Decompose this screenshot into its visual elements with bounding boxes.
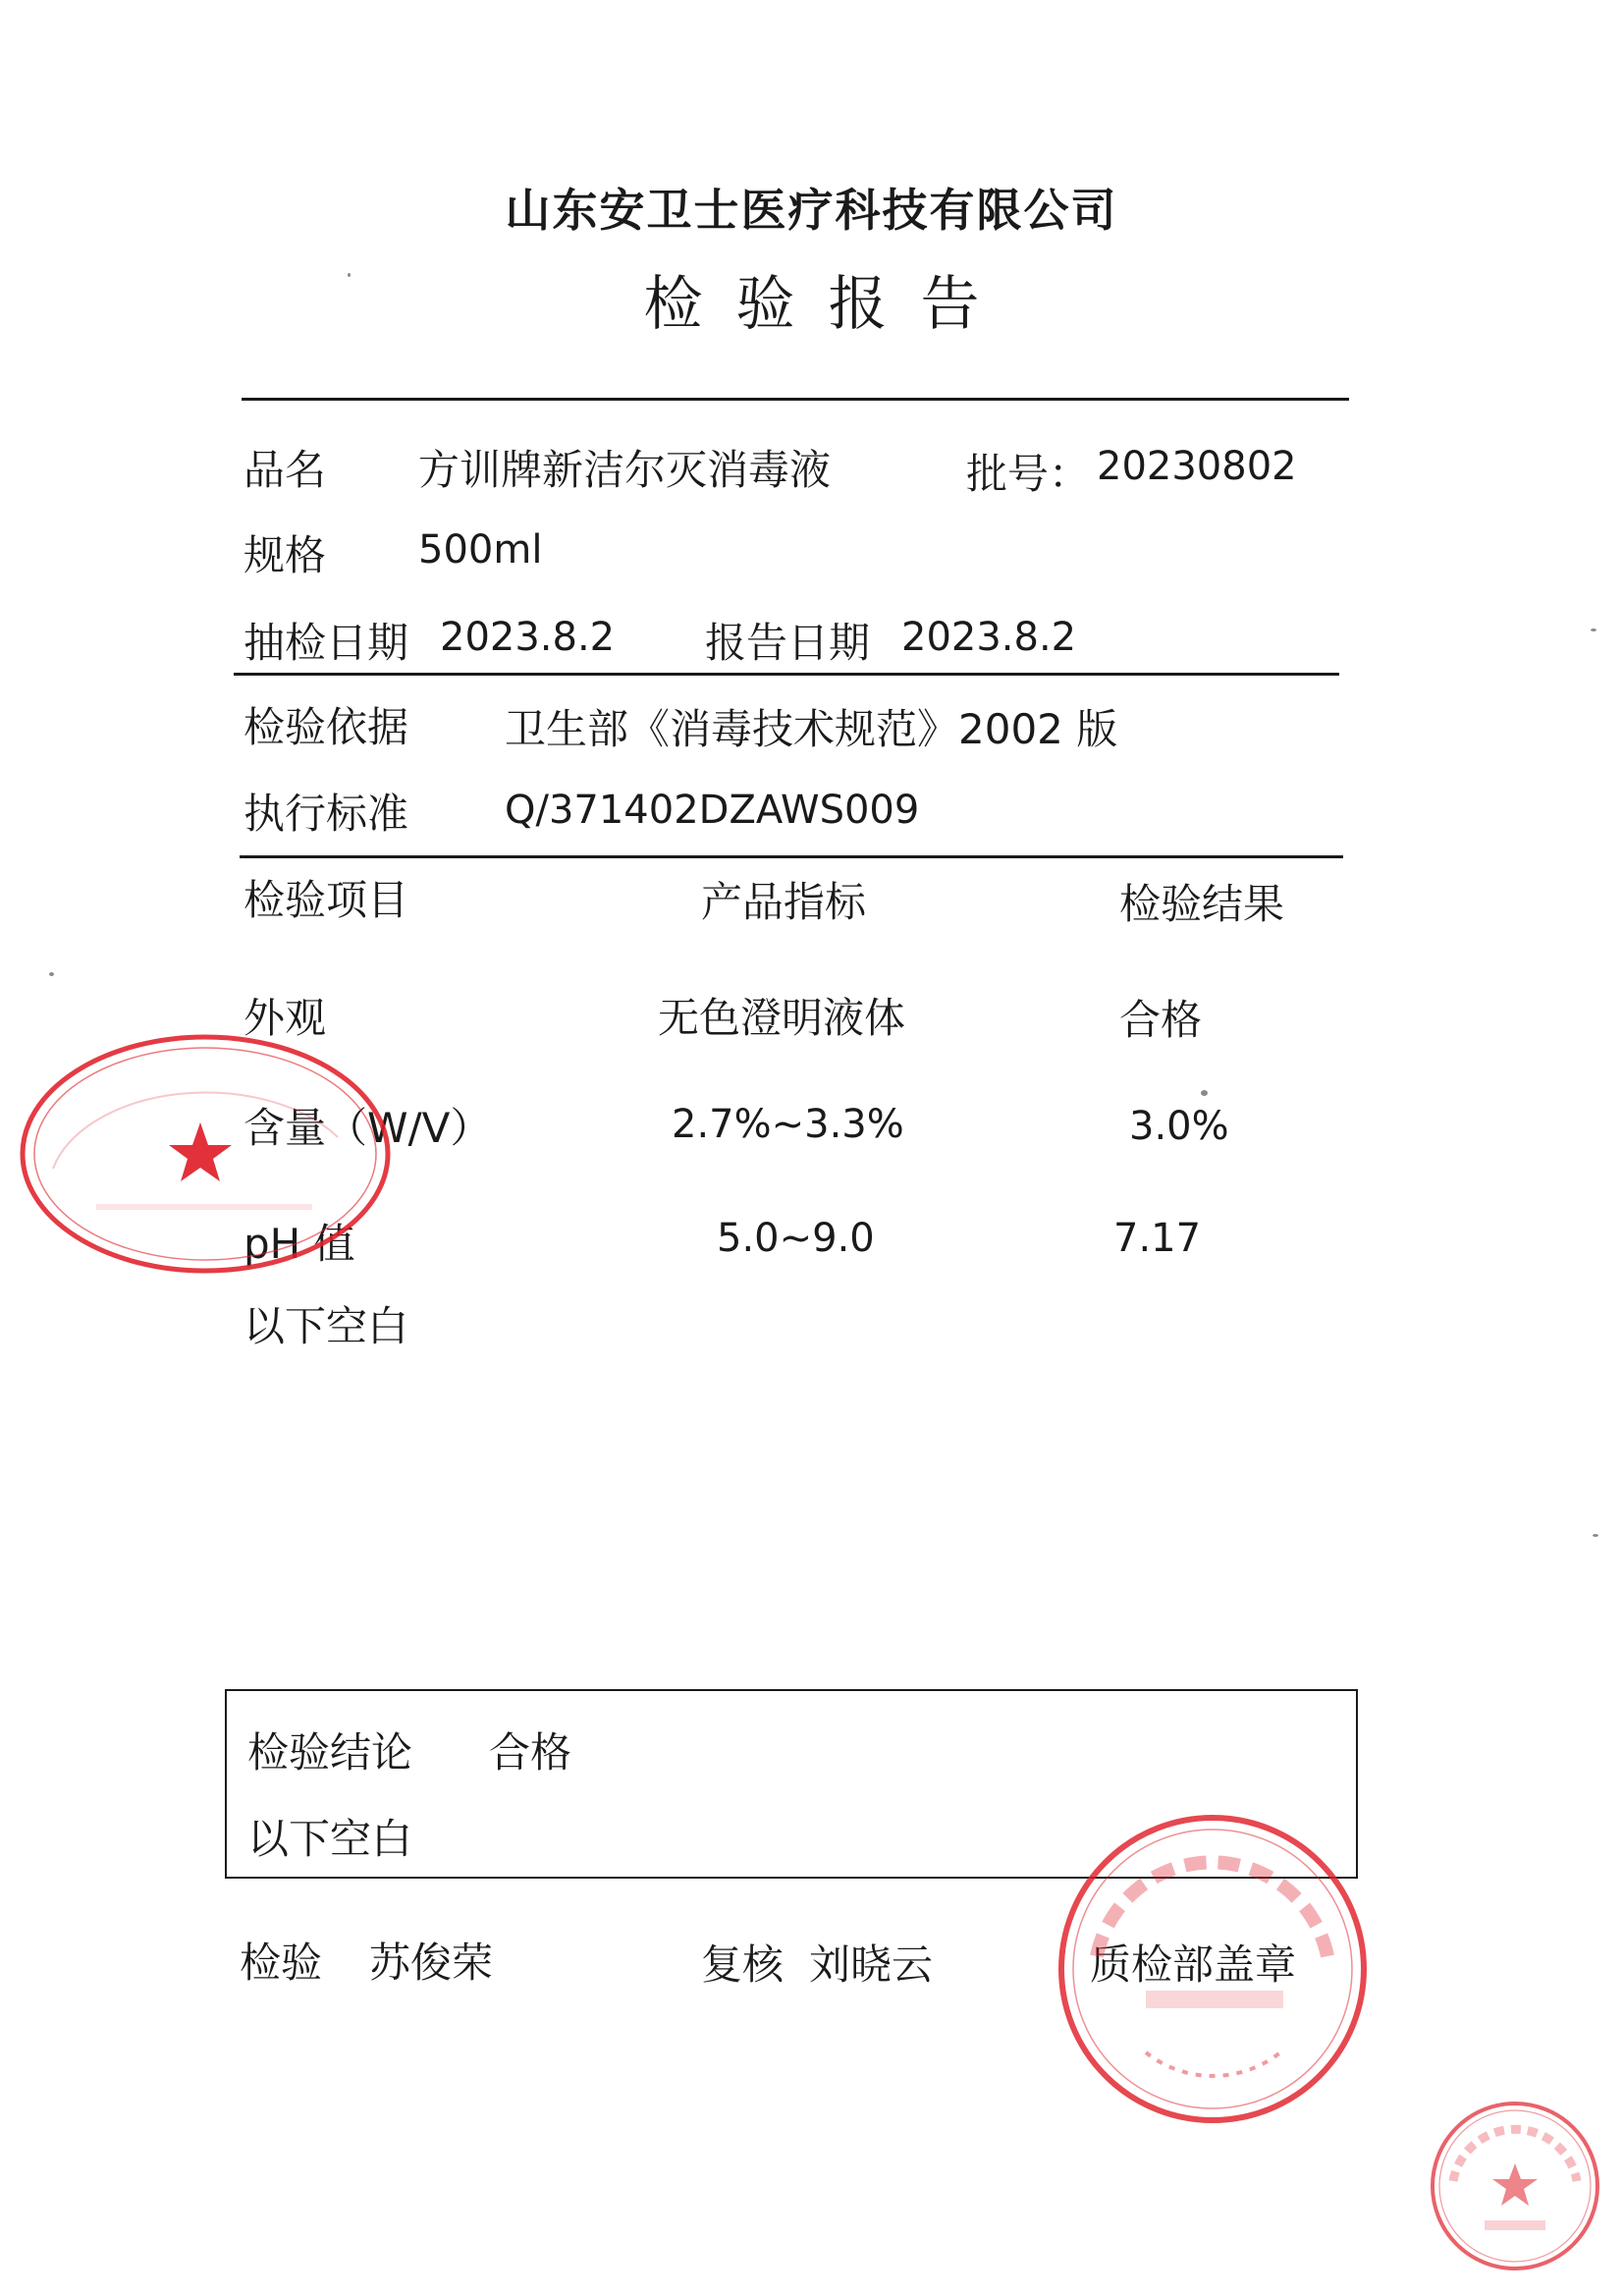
report-date-value: 2023.8.2	[901, 615, 1077, 660]
reviewer-label: 复核	[701, 1941, 784, 1989]
divider-top	[242, 398, 1349, 401]
results-header-item: 检验项目	[243, 876, 409, 924]
divider-middle	[234, 673, 1339, 676]
sample-date-value: 2023.8.2	[440, 615, 616, 660]
scan-speck	[1201, 1090, 1208, 1096]
scan-speck	[348, 273, 351, 277]
scan-speck	[1593, 1534, 1598, 1537]
divider-results	[240, 855, 1343, 858]
results-blank-note: 以下空白	[243, 1302, 409, 1350]
conclusion-value: 合格	[489, 1728, 572, 1777]
stamp-label: 质检部盖章	[1090, 1941, 1297, 1989]
batch-value: 20230802	[1097, 444, 1297, 489]
basis-value: 卫生部《消毒技术规范》2002 版	[505, 705, 1118, 753]
product-name-label: 品名	[243, 446, 327, 494]
left-seal	[14, 1029, 397, 1279]
report-title: 检验报告	[643, 270, 1013, 339]
company-seal	[1053, 1809, 1373, 2129]
reviewer-name: 刘晓云	[809, 1941, 934, 1989]
sample-date-label: 抽检日期	[243, 619, 409, 667]
inspector-label: 检验	[240, 1939, 323, 1987]
batch-label: 批号：	[966, 450, 1091, 498]
result-row-spec: 5.0~9.0	[717, 1216, 875, 1261]
basis-label: 检验依据	[243, 703, 409, 751]
scan-speck	[49, 972, 54, 976]
spec-label: 规格	[243, 531, 327, 579]
result-row-spec: 无色澄明液体	[658, 994, 906, 1042]
product-name-value: 方训牌新洁尔灭消毒液	[418, 446, 832, 494]
result-row-item: pH 值	[243, 1220, 355, 1268]
result-row-result: 合格	[1119, 996, 1203, 1044]
results-header-result: 检验结果	[1119, 880, 1285, 928]
seal-star-icon	[169, 1122, 232, 1181]
standard-value: Q/371402DZAWS009	[505, 788, 920, 833]
result-row-result: 7.17	[1113, 1216, 1202, 1261]
results-header-spec: 产品指标	[701, 878, 867, 926]
result-row-result: 3.0%	[1129, 1104, 1229, 1149]
result-row-item: 外观	[243, 994, 327, 1042]
result-row-spec: 2.7%~3.3%	[672, 1102, 904, 1147]
inspector-name: 苏俊荣	[369, 1939, 494, 1987]
conclusion-label: 检验结论	[247, 1728, 413, 1777]
standard-label: 执行标准	[243, 790, 409, 838]
spec-value: 500ml	[418, 527, 543, 573]
scan-speck	[1591, 629, 1596, 631]
report-date-label: 报告日期	[705, 619, 871, 667]
seal-star-icon	[1492, 2163, 1538, 2206]
small-seal	[1426, 2097, 1604, 2275]
result-row-item: 含量（W/V）	[243, 1104, 492, 1152]
conclusion-blank-note: 以下空白	[247, 1815, 413, 1863]
company-name: 山东安卫士医疗科技有限公司	[505, 184, 1118, 237]
